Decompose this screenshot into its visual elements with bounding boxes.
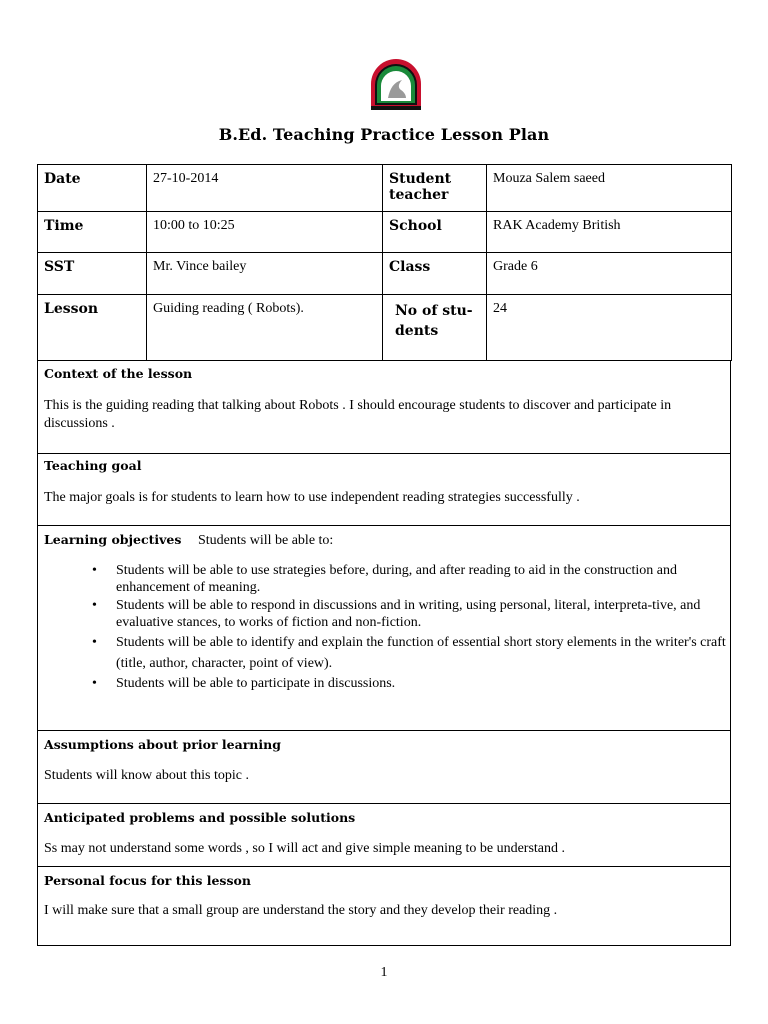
lesson-info-table: [37, 164, 732, 361]
assumptions-section: [37, 731, 731, 804]
sst-value: Mr. Vince bailey: [147, 253, 383, 295]
page-number: 1: [380, 965, 388, 980]
context-heading: Context of the lesson: [44, 366, 193, 381]
date-value: 27-10-2014: [147, 165, 383, 212]
page-title: B.Ed. Teaching Practice Lesson Plan: [218, 125, 550, 144]
assumptions-heading: Assumptions about prior learning: [44, 737, 281, 752]
student-teacher-label: Student teacher: [383, 165, 487, 212]
lesson-label: Lesson: [38, 295, 147, 361]
list-item: • Students will be able to identify and explain the function of essential short story elements in the writer's craft (title, author, character, point of view).: [116, 632, 726, 674]
lesson-value: Guiding reading ( Robots).: [147, 295, 383, 361]
goal-section: [37, 454, 731, 526]
focus-heading: Personal focus for this lesson: [44, 873, 251, 888]
goal-text: The major goals is for students to learn how to use independent reading strategies successfully .: [44, 490, 580, 505]
list-item: • Students will be able to use strategies before, during, and after reading to aid in the construction and enhancement of meaning.: [116, 562, 726, 596]
table-row: [38, 212, 732, 253]
objectives-intro: Students will be able to:: [198, 533, 334, 548]
assumptions-text: Students will know about this topic .: [44, 768, 249, 783]
goal-heading: Teaching goal: [44, 458, 142, 473]
problems-heading: Anticipated problems and possible solutions: [44, 810, 356, 825]
context-section: [37, 360, 731, 454]
objectives-heading: Learning objectives: [44, 532, 182, 547]
problems-text: Ss may not understand some words , so I will act and give simple meaning to be understand .: [44, 841, 566, 856]
context-text: This is the guiding reading that talking about Robots . I should encourage students to discover and participate in discussions .: [44, 398, 672, 431]
list-item: • Students will be able to respond in discussions and in writing, using personal, literal, interpreta-tive, and evaluative stances, to works of fiction and non-fiction.: [116, 597, 726, 631]
table-row: [38, 253, 732, 295]
problems-section: [37, 804, 731, 867]
table-row: [38, 295, 732, 361]
list-item: • Students will be able to participate in discussions.: [116, 675, 726, 692]
focus-text: I will make sure that a small group are understand the story and they develop their reading .: [44, 903, 558, 918]
objectives-section: [37, 526, 731, 731]
school-label: School: [383, 212, 487, 253]
table-row: [38, 165, 732, 212]
class-label: Class: [383, 253, 487, 295]
time-label: Time: [38, 212, 147, 253]
class-value: Grade 6: [487, 253, 732, 295]
university-crest-logo: [368, 58, 424, 112]
school-value: RAK Academy British: [487, 212, 732, 253]
num-students-label: No of stu-dents: [383, 295, 487, 361]
sst-label: SST: [38, 253, 147, 295]
date-label: Date: [38, 165, 147, 212]
objectives-list: [44, 562, 726, 693]
time-value: 10:00 to 10:25: [147, 212, 383, 253]
num-students-value: 24: [487, 295, 732, 361]
student-teacher-value: Mouza Salem saeed: [487, 165, 732, 212]
focus-section: [37, 867, 731, 946]
